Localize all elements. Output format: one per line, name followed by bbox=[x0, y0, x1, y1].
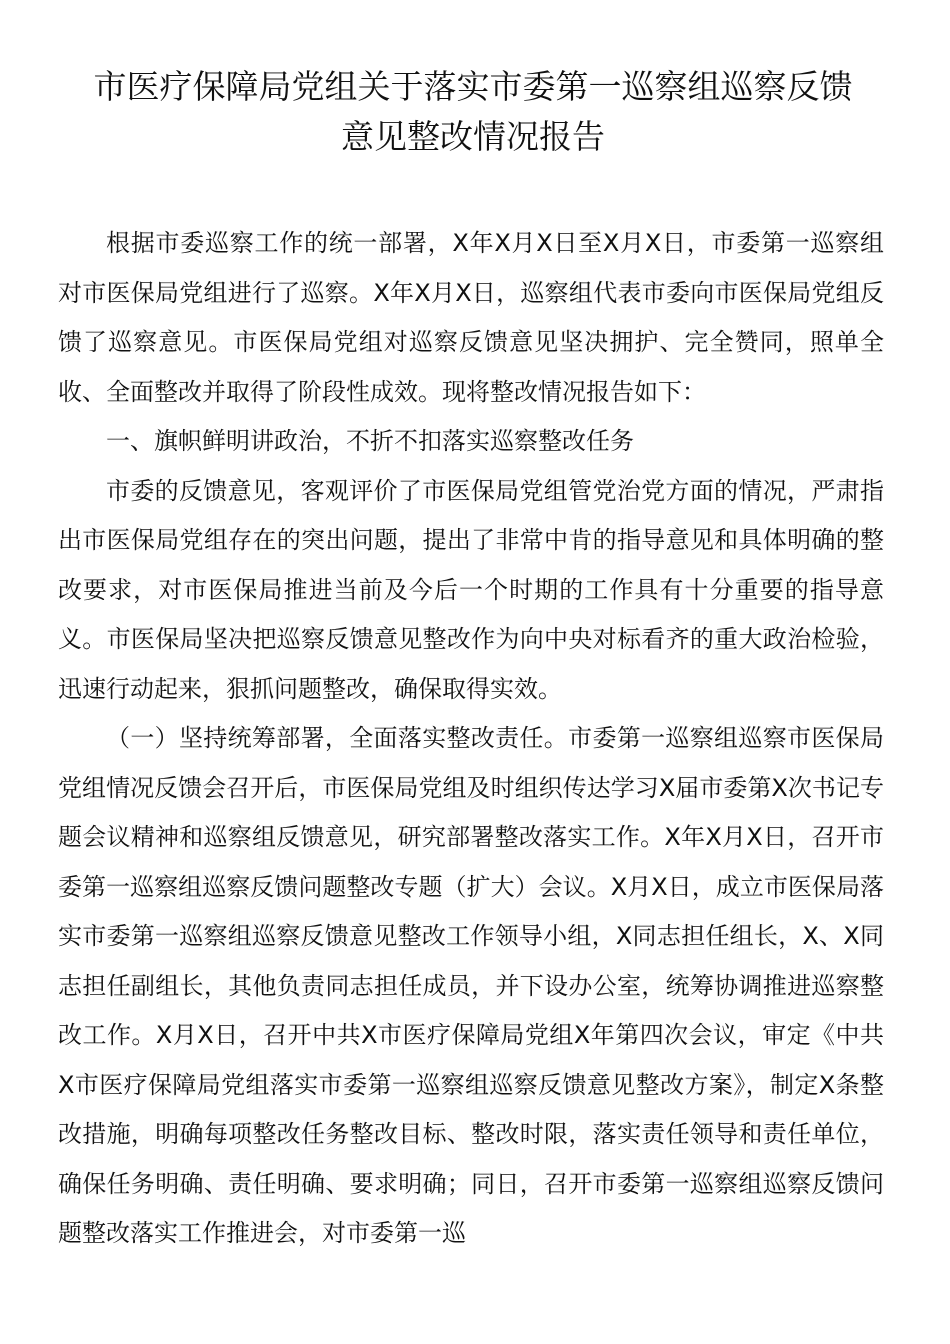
section-heading-1: 一、旗帜鲜明讲政治，不折不扣落实巡察整改任务 bbox=[106, 427, 634, 455]
subsection-1-paragraph: （一）坚持统筹部署，全面落实整改责任。市委第一巡察组巡察市医保局党组情况反馈会召开后，市医保局党组及时组织传达学习X届市委第X次书记专题会议精神和巡察组反馈意见，研究部署整改落实工作。X年X月X日，召开市委第一巡察组巡察反馈问题整改专题（扩大）会议。X月X日，成立市医保局落实市委第一巡察组巡察反馈意见整改工作领导小组，X同志担任组长，X、X同志担任副组长，其他负责同志担任成员，并下设办公室，统筹协调推进巡察整改工作。X月X日，召开中共X市医疗保障局党组X年第四次会议，审定《中共X市医疗保障局党组落实市委第一巡察组巡察反馈意见整改方案》，制定X条整改措施，明确每项整改任务整改目标、整改时限，落实责任领导和责任单位，确保任务明确、责任明确、要求明确；同日，召开市委第一巡察组巡察反馈问题整改落实工作推进会，对市委第一巡 bbox=[58, 724, 884, 1247]
intro-paragraph: 根据市委巡察工作的统一部署，X年X月X日至X月X日，市委第一巡察组对市医保局党组进行了巡察。X年X月X日，巡察组代表市委向市医保局党组反馈了巡察意见。市医保局党组对巡察反馈意见坚决拥护、完全赞同，照单全收、全面整改并取得了阶段性成效。现将整改情况报告如下： bbox=[58, 229, 884, 406]
title-line-2: 意见整改情况报告 bbox=[341, 117, 605, 156]
document-title bbox=[58, 62, 884, 162]
section-1-paragraph: 市委的反馈意见，客观评价了市医保局党组管党治党方面的情况，严肃指出市医保局党组存在的突出问题，提出了非常中肯的指导意见和具体明确的整改要求，对市医保局推进当前及今后一个时期的工作具有十分重要的指导意义。市医保局坚决把巡察反馈意见整改作为向中央对标看齐的重大政治检验，迅速行动起来，狠抓问题整改，确保取得实效。 bbox=[58, 476, 884, 703]
document-body bbox=[58, 219, 884, 1259]
title-line-1: 市医疗保障局党组关于落实市委第一巡察组巡察反馈 bbox=[93, 67, 853, 106]
